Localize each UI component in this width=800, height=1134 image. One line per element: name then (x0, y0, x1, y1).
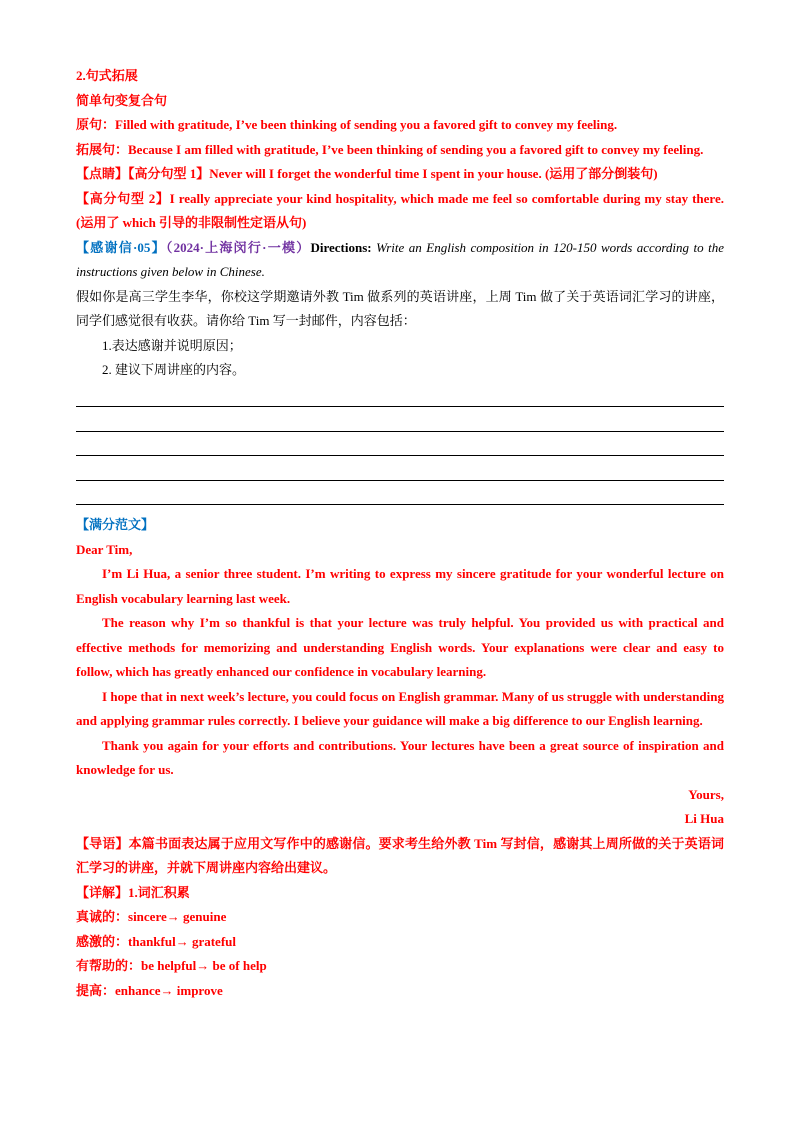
highlight-note-2: 【高分句型 2】I really appreciate your kind hospitality, which made me feel so comfortable during my stay there. (运用了 which 引导的非限制性定语从句) (76, 190, 724, 230)
extended-sentence (76, 138, 724, 163)
essay-signature: Li Hua (684, 811, 724, 826)
task-item-1: 1.表达感谢并说明原因； (102, 337, 242, 353)
detail-header (76, 881, 724, 906)
vocab-term: 提高： (76, 982, 116, 998)
document-page (76, 64, 724, 1003)
task-item-2: 2. 建议下周讲座的内容。 (102, 362, 246, 377)
vocab-term: 真诚的： (76, 909, 129, 924)
task-prompt: 假如你是高三学生李华，你校这学期邀请外教 Tim 做系列的英语讲座，上周 Tim 做了关于英语词汇学习的讲座，同学们感觉很有收获。请你给 Tim 写一封邮件，内容包括： (76, 288, 724, 328)
original-sentence (76, 113, 724, 138)
detail-label: 【详解】 (76, 884, 129, 900)
essay-greeting: Dear Tim, (76, 541, 133, 557)
essay-paragraph-3: I hope that in next week’s lecture, you could focus on English grammar. Many of us struggle with understanding and applying grammar rules correctly. I believe your guidance will make a big difference to our English learning. (76, 688, 724, 728)
vocab-item (76, 905, 724, 930)
directions-text: Write an English composition in 120-150 words according to the instructions given below in Chinese. (76, 239, 725, 279)
original-text: Filled with gratitude, I’ve been thinking of sending you a favored gift to convey my feeling. (115, 117, 618, 132)
vocab-text: be helpful→ be of help (141, 958, 267, 973)
vocab-term: 感激的： (76, 933, 129, 949)
guide-paragraph (76, 832, 724, 881)
vocab-text: enhance→ improve (115, 982, 223, 998)
vocab-item (76, 979, 724, 1004)
detail-heading: 1.词汇积累 (128, 884, 190, 900)
original-label: 原句： (76, 117, 116, 132)
essay-paragraph-2: The reason why I’m so thankful is that your lecture was truly helpful. You provided us with practical and effective methods for memorizing and understanding English words. Your explanations were clear and easy to follow, which has greatly enhanced our confidence in vocabulary learning. (76, 615, 724, 679)
extended-label: 拓展句： (76, 141, 129, 157)
vocab-text: thankful→ grateful (128, 933, 236, 949)
task-tag: 【感谢信·05】 (76, 239, 166, 255)
answer-line (76, 407, 724, 432)
model-essay-tag: 【满分范文】 (76, 517, 155, 532)
vocab-term: 有帮助的： (76, 958, 142, 973)
answer-line (76, 456, 724, 481)
section-heading: 2.句式拓展 (76, 68, 138, 83)
essay-closing: Yours, (688, 786, 724, 802)
vocab-text: sincere→ genuine (128, 909, 227, 924)
answer-line (76, 432, 724, 457)
essay-paragraph-4: Thank you again for your efforts and contributions. Your lectures have been a great source of inspiration and knowledge for us. (76, 737, 724, 777)
directions-label: Directions: (310, 239, 372, 255)
guide-text: 本篇书面表达属于应用文写作中的感谢信。要求考生给外教 Tim 写封信，感谢其上周所做的关于英语词汇学习的讲座，并就下周讲座内容给出建议。 (76, 835, 724, 875)
task-header (76, 236, 724, 285)
section-subheading: 简单句变复合句 (76, 92, 168, 108)
answer-line (76, 481, 724, 506)
task-source: （2024·上海闵行·一模） (165, 239, 311, 255)
vocab-item (76, 930, 724, 955)
answer-lines (76, 383, 724, 506)
vocab-item (76, 954, 724, 979)
highlight-note-1: 【点睛】【高分句型 1】Never will I forget the wonderful time I spent in your house. (运用了部分倒装句) (76, 166, 658, 181)
answer-line (76, 383, 724, 408)
extended-text: Because I am filled with gratitude, I’ve been thinking of sending you a favored gift to convey my feeling. (128, 141, 704, 157)
essay-paragraph-1: I’m Li Hua, a senior three student. I’m writing to express my sincere gratitude for your wonderful lecture on English vocabulary learning last week. (76, 566, 724, 606)
guide-label: 【导语】 (76, 835, 129, 851)
